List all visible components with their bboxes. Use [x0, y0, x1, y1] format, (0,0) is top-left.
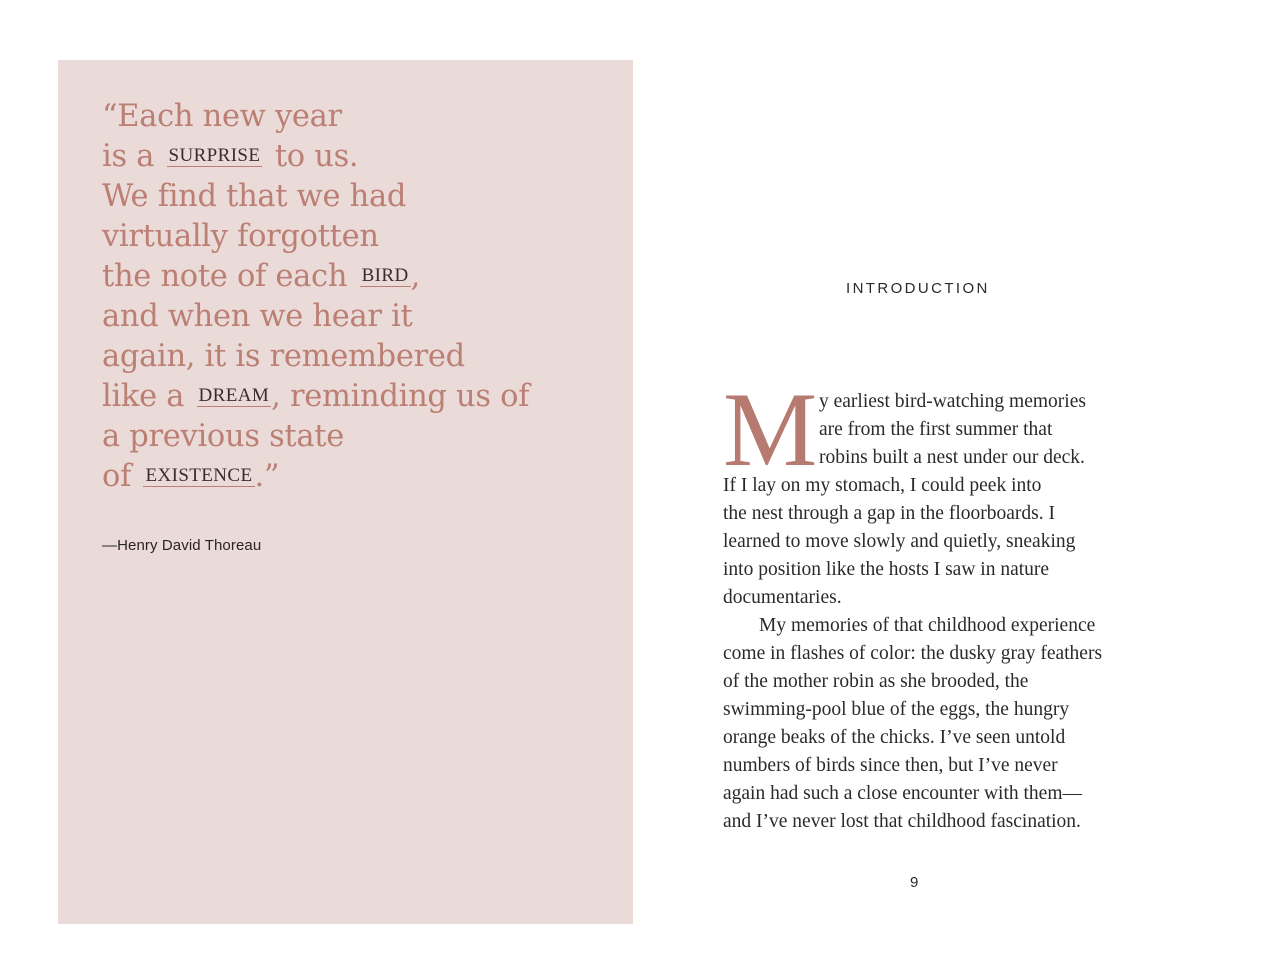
page-number: 9	[910, 874, 919, 891]
body-line: robins built a nest under our deck.	[819, 447, 1085, 468]
keyword-existence: EXISTENCE	[145, 465, 253, 486]
quote-text: of	[102, 459, 132, 494]
introduction-body	[723, 388, 1143, 836]
body-line: y earliest bird-watching memories	[819, 391, 1086, 412]
body-line: If I lay on my stomach, I could peek into	[723, 475, 1042, 496]
quote-text: the note of each	[102, 259, 348, 294]
quote-line-7: again, it is remembered	[102, 339, 465, 374]
quote-text: like a	[102, 379, 185, 414]
body-line: into position like the hosts I saw in nature	[723, 559, 1050, 580]
quote-text: .”	[254, 459, 280, 494]
quote-line-4: virtually forgotten	[102, 219, 379, 254]
thoreau-quote	[102, 97, 602, 497]
quote-text: is a	[102, 139, 155, 174]
quote-line-5	[102, 257, 602, 297]
quote-line-2	[102, 137, 602, 177]
body-line: numbers of birds since then, but I’ve never	[723, 755, 1058, 776]
body-line: and I’ve never lost that childhood fascination.	[723, 811, 1081, 832]
keyword-bird: BIRD	[361, 265, 409, 286]
left-page-panel	[58, 60, 633, 924]
quote-text: , reminding us of	[271, 379, 530, 414]
body-line: My memories of that childhood experience	[759, 615, 1096, 636]
quote-text: ,	[410, 259, 420, 294]
body-line: swimming-pool blue of the eggs, the hungry	[723, 699, 1070, 720]
quote-line-3: We find that we had	[102, 179, 407, 214]
quote-line-8	[102, 377, 602, 417]
body-line: again had such a close encounter with them—	[723, 783, 1083, 804]
quote-line-10	[102, 457, 602, 497]
keyword-surprise: SURPRISE	[168, 145, 261, 166]
keyword-dream: DREAM	[198, 385, 270, 406]
body-line: documentaries.	[723, 587, 842, 608]
quote-attribution: —Henry David Thoreau	[102, 537, 262, 554]
quote-line-9: a previous state	[102, 419, 344, 454]
body-line: come in flashes of color: the dusky gray feathers	[723, 643, 1103, 664]
quote-line-1: “Each new year	[102, 99, 342, 134]
quote-text: to us.	[274, 139, 359, 174]
body-line: learned to move slowly and quietly, sneaking	[723, 531, 1076, 552]
chapter-heading: INTRODUCTION	[846, 280, 990, 297]
drop-cap: M	[723, 371, 818, 488]
body-line: are from the first summer that	[819, 419, 1053, 440]
body-line: orange beaks of the chicks. I’ve seen untold	[723, 727, 1066, 748]
quote-line-6: and when we hear it	[102, 299, 413, 334]
body-line: the nest through a gap in the floorboards. I	[723, 503, 1055, 524]
body-line: of the mother robin as she brooded, the	[723, 671, 1029, 692]
